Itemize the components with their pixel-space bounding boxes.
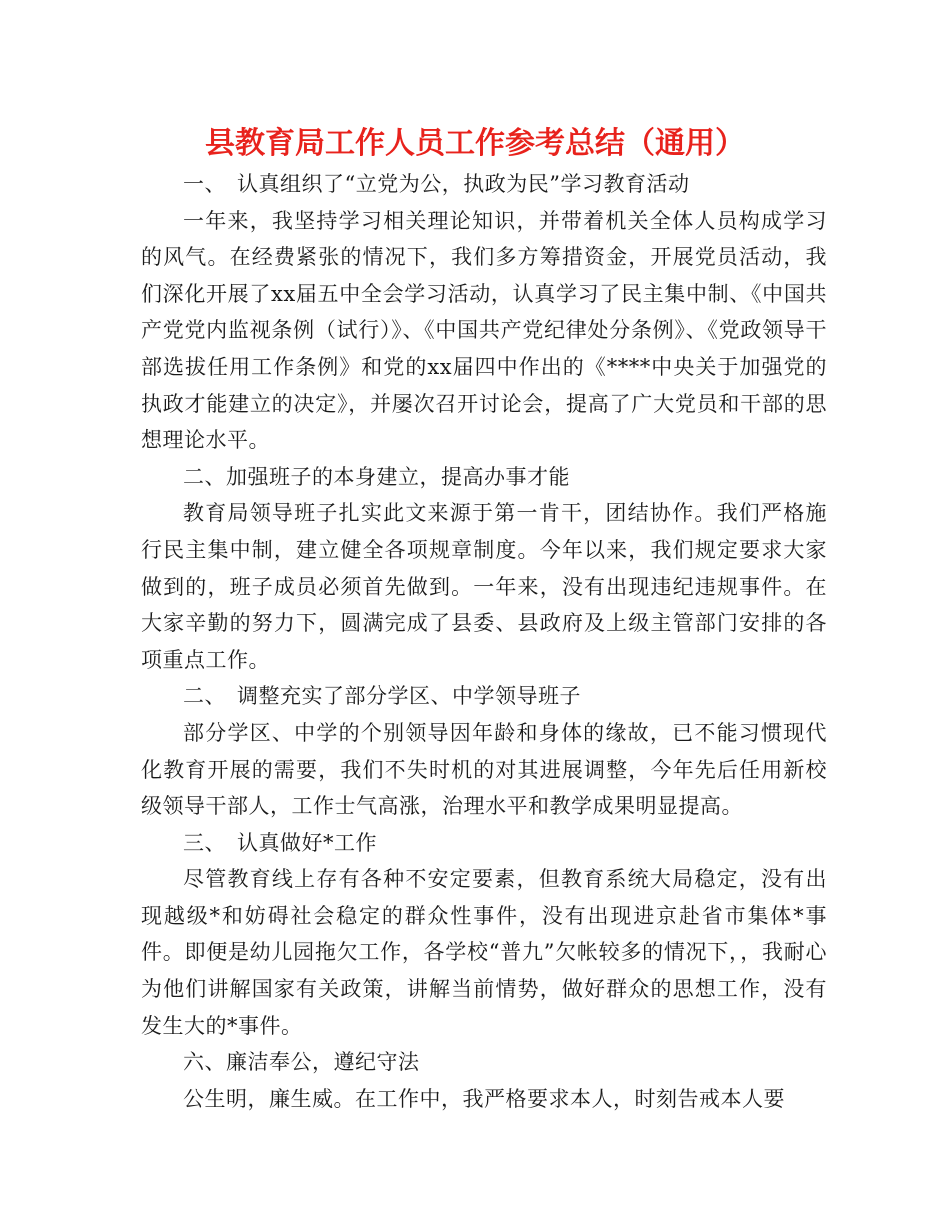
section-heading-1: 一、 认真组织了“立党为公，执政为民”学习教育活动 xyxy=(183,172,690,196)
section-heading-3: 二、 调整充实了部分学区、中学领导班子 xyxy=(183,684,581,709)
paragraph-4: 尽管教育线上存有各种不安定要素，但教育系统大局稳定，没有出现越级*和妨碍社会稳定的群众性事件，没有出现进京赴省市集体*事件。即便是幼儿园拖欠工作，各学校“普九”欠帐较多的情况下，，我耐心为他们讲解国家有关政策，讲解当前情势，做好群众的思想工作，没有发生大的*事件。 xyxy=(141,867,827,1038)
section-heading-5: 六、廉洁奉公，遵纪守法 xyxy=(183,1050,420,1075)
paragraph-2: 教育局领导班子扎实此文来源于第一肯干，团结协作。我们严格施行民主集中制，建立健全各项规章制度。今年以来，我们规定要求大家做到的，班子成员必须首先做到。一年来，没有出现违纪违规事件。在大家辛勤的努力下，圆满完成了县委、县政府及上级主管部门安排的各项重点工作。 xyxy=(141,501,827,672)
section-heading-2: 二、加强班子的本身建立，提高办事才能 xyxy=(183,464,570,489)
paragraph-1: 一年来，我坚持学习相关理论知识，并带着机关全体人员构成学习的风气。在经费紧张的情况下，我们多方筹措资金，开展党员活动，我们深化开展了xx届五中全会学习活动，认真学习了民主集中制、《中国共产党党内监视条例（试行）》、《中国共产党纪律处分条例》、《党政领导干部选拔任用工作条例》和党的xx届四中作出的《****中央关于加强党的执政才能建立的决定》，并屡次召开讨论会，提高了广大党员和干部的思想理论水平。 xyxy=(141,208,827,453)
document-title: 县教育局工作人员工作参考总结（通用） xyxy=(205,126,745,161)
paragraph-5: 公生明，廉生威。在工作中，我严格要求本人，时刻告戒本人要 xyxy=(183,1086,785,1111)
section-heading-4: 三、 认真做好*工作 xyxy=(183,830,377,855)
document-body xyxy=(141,166,827,1117)
paragraph-3: 部分学区、中学的个别领导因年龄和身体的缘故，已不能习惯现代化教育开展的需要，我们不失时机的对其进展调整，今年先后任用新校级领导干部人，工作士气高涨，治理水平和教学成果明显提高。 xyxy=(141,720,827,819)
